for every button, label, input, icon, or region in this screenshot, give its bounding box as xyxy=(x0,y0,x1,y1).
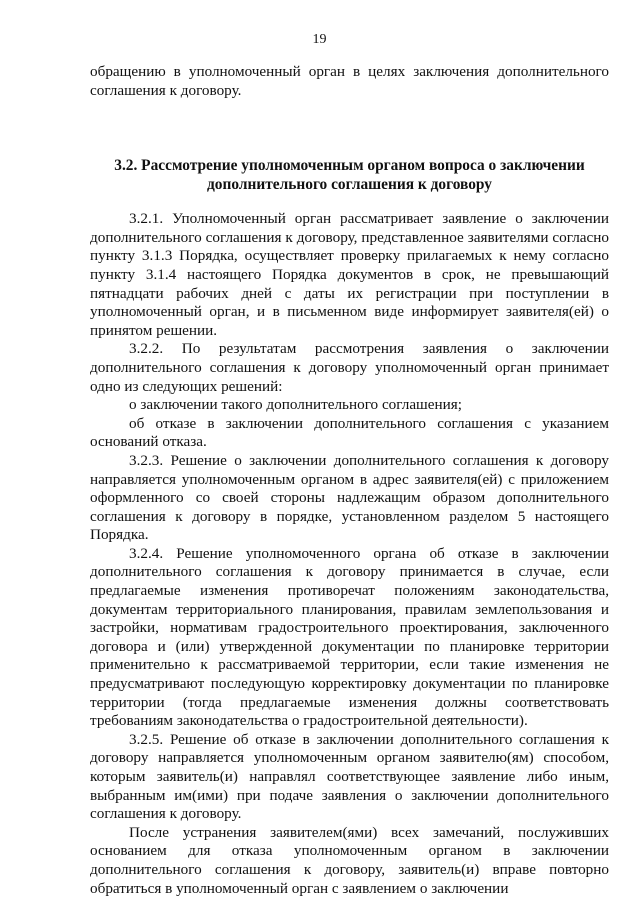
page-number: 19 xyxy=(312,32,327,47)
document-body xyxy=(90,63,609,898)
paragraph-after-elimination: После устранения заявителем(ями) всех замечаний, послуживших основанием для отказа уполномоченным органом в заключении дополнительного соглашения к договору, заявитель(и) вправе повторно обратиться в уполномоченный орган с заявлением о заключении xyxy=(90,823,609,897)
decision-option-refuse: об отказе в заключении дополнительного соглашения с указанием оснований отказа. xyxy=(90,414,609,451)
section-heading xyxy=(90,156,609,194)
section-heading-line-2: дополнительного соглашения к договору xyxy=(207,176,492,194)
decision-option-conclude: о заключении такого дополнительного соглашения; xyxy=(129,396,462,414)
paragraph-3-2-5: 3.2.5. Решение об отказе в заключении дополнительного соглашения к договору направляется уполномоченным органом заявителю(ям) способом, которым заявитель(и) направлял соответствующее заявление либо иным, выбранным им(ими) при подаче заявления о заключении дополнительного соглашения к договору. xyxy=(90,730,609,823)
paragraph-3-2-3: 3.2.3. Решение о заключении дополнительного соглашения к договору направляется уполномоченным органом в адрес заявителя(ей) с приложением оформленного со своей стороны надлежащим образом дополнительного соглашения к договору в порядке, установленном разделом 5 настоящего Порядка. xyxy=(90,451,609,544)
paragraph-3-2-2: 3.2.2. По результатам рассмотрения заявления о заключении дополнительного соглашения к договору уполномоченный орган принимает одно из следующих решений: xyxy=(90,340,609,395)
section-heading-line-1: 3.2. Рассмотрение уполномоченным органом вопроса о заключении xyxy=(114,157,585,175)
paragraph-3-2-4: 3.2.4. Решение уполномоченного органа об отказе в заключении дополнительного соглашения к договору принимается в случае, если предлагаемые изменения противоречат положениям законодательства, документам территориального планирования, правилам землепользования и застройки, нормативам градостроительного проектирования, заключенного договора и (или) утвержденной документации по планировке территории применительно к рассматриваемой территории, если такие изменения не предусматривают последующую корректировку документации по планировке территории (тогда предлагаемые изменения должны соответствовать требованиям законодательства о градостроительной деятельности). xyxy=(90,544,609,730)
intro-paragraph: обращению в уполномоченный орган в целях заключения дополнительного соглашения к договору. xyxy=(90,63,609,99)
paragraph-3-2-1: 3.2.1. Уполномоченный орган рассматривает заявление о заключении дополнительного соглашения к договору, представленное заявителями согласно пункту 3.1.3 Порядка, осуществляет проверку прилагаемых к нему согласно пункту 3.1.4 настоящего Порядка документов в срок, не превышающий пятнадцати рабочих дней с даты их регистрации при поступлении в уполномоченный орган, и в письменном виде информирует заявителя(ей) о принятом решении. xyxy=(90,210,609,339)
